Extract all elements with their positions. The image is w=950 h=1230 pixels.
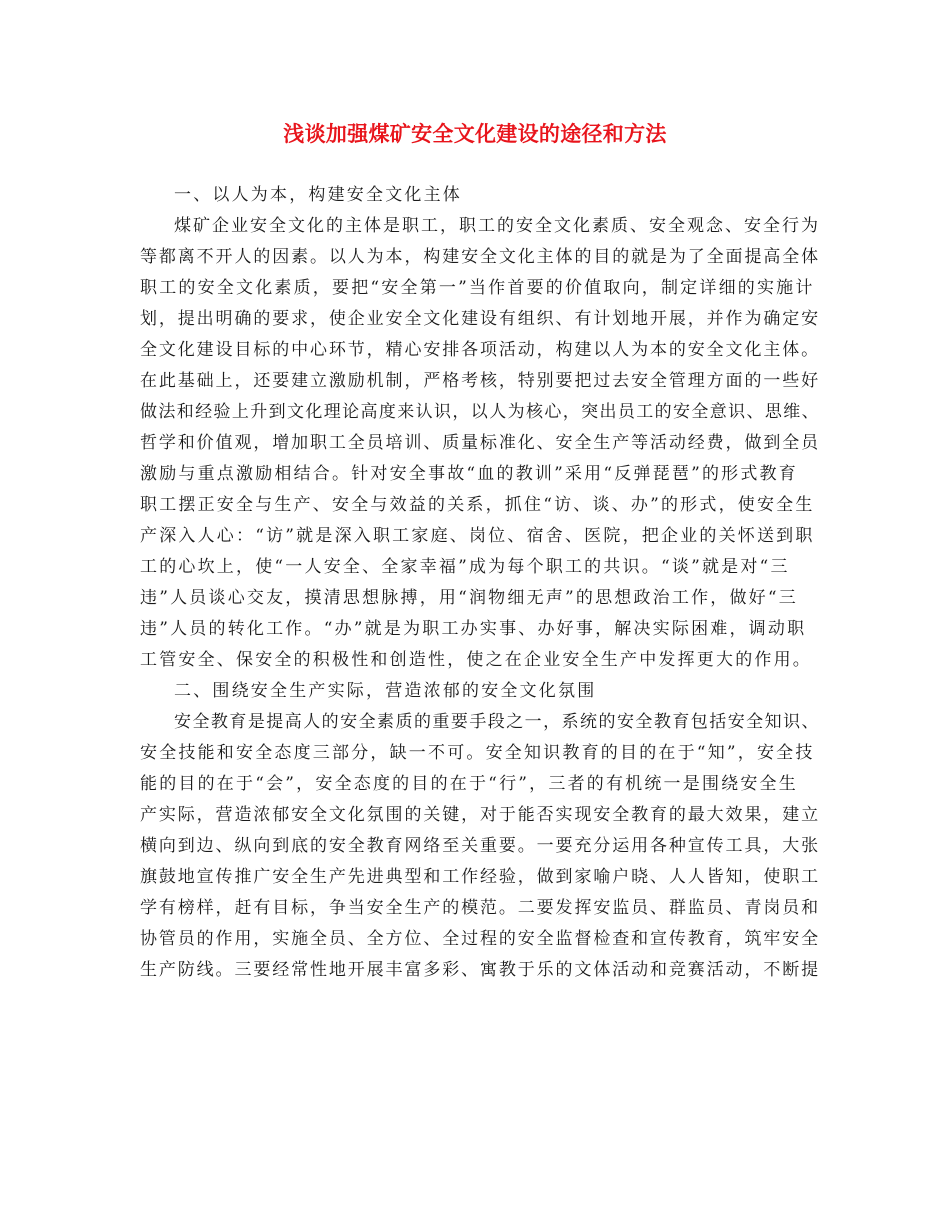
text-line: 产实际，营造浓郁安全文化氛围的关键，对于能否实现安全教育的最大效果，建立: [140, 805, 820, 825]
text-line: 全文化建设目标的中心环节，精心安排各项活动，构建以人为本的安全文化主体。: [140, 340, 820, 360]
text-line: 职工摆正安全与生产、安全与效益的关系，抓住“访、谈、办”的形式，使安全生: [140, 495, 815, 515]
text-line: 违”人员的转化工作。“办”就是为职工办实事、办好事，解决实际困难，调动职: [140, 619, 807, 639]
text-line: 在此基础上，还要建立激励机制，严格考核，特别要把过去安全管理方面的一些好: [140, 371, 820, 391]
text-line: 横向到边、纵向到底的安全教育网络至关重要。一要充分运用各种宣传工具，大张: [140, 836, 820, 856]
document-body: [140, 180, 820, 986]
text-line: 违”人员谈心交友，摸清思想脉搏，用“润物细无声”的思想政治工作，做好“三: [140, 588, 798, 608]
text-line: 学有榜样，赶有目标，争当安全生产的模范。二要发挥安监员、群监员、青岗员和: [140, 898, 820, 918]
text-line: 工管安全、保安全的积极性和创造性，使之在企业安全生产中发挥更大的作用。: [140, 650, 812, 670]
text-line: 煤矿企业安全文化的主体是职工，职工的安全文化素质、安全观念、安全行为: [174, 216, 820, 236]
text-line: 生产防线。三要经常性地开展丰富多彩、寓教于乐的文体活动和竞赛活动，不断提: [140, 960, 820, 980]
document-title: 浅谈加强煤矿安全文化建设的途径和方法: [283, 121, 667, 146]
text-line: 安全技能和安全态度三部分，缺一不可。安全知识教育的目的在于“知”，安全技: [140, 743, 815, 763]
text-line: 一、以人为本，构建安全文化主体: [174, 185, 462, 205]
text-line: 二、围绕安全生产实际，营造浓郁的安全文化氛围: [174, 681, 597, 701]
text-line: 激励与重点激励相结合。针对安全事故“血的教训”采用“反弹琵琶”的形式教育: [140, 464, 798, 484]
text-line: 产深入人心：“访”就是深入职工家庭、岗位、宿舍、医院，把企业的关怀送到职: [140, 526, 815, 546]
text-line: 划，提出明确的要求，使企业安全文化建设有组织、有计划地开展，并作为确定安: [140, 309, 820, 329]
text-line: 等都离不开人的因素。以人为本，构建安全文化主体的目的就是为了全面提高全体: [140, 247, 820, 267]
text-line: 安全教育是提高人的安全素质的重要手段之一，系统的安全教育包括安全知识、: [174, 712, 820, 732]
text-line: 能的目的在于“会”，安全态度的目的在于“行”，三者的有机统一是围绕安全生: [140, 774, 798, 794]
text-line: 工的心坎上，使“一人安全、全家幸福”成为每个职工的共识。“谈”就是对“三: [140, 557, 790, 577]
text-line: 职工的安全文化素质，要把“安全第一”当作首要的价值取向，制定详细的实施计: [140, 278, 815, 298]
text-line: 做法和经验上升到文化理论高度来认识，以人为核心，突出员工的安全意识、思维、: [140, 402, 820, 422]
text-line: 哲学和价值观，增加职工全员培训、质量标准化、安全生产等活动经费，做到全员: [140, 433, 820, 453]
text-line: 协管员的作用，实施全员、全方位、全过程的安全监督检查和宣传教育，筑牢安全: [140, 929, 820, 949]
text-line: 旗鼓地宣传推广安全生产先进典型和工作经验，做到家喻户晓、人人皆知，使职工: [140, 867, 820, 887]
